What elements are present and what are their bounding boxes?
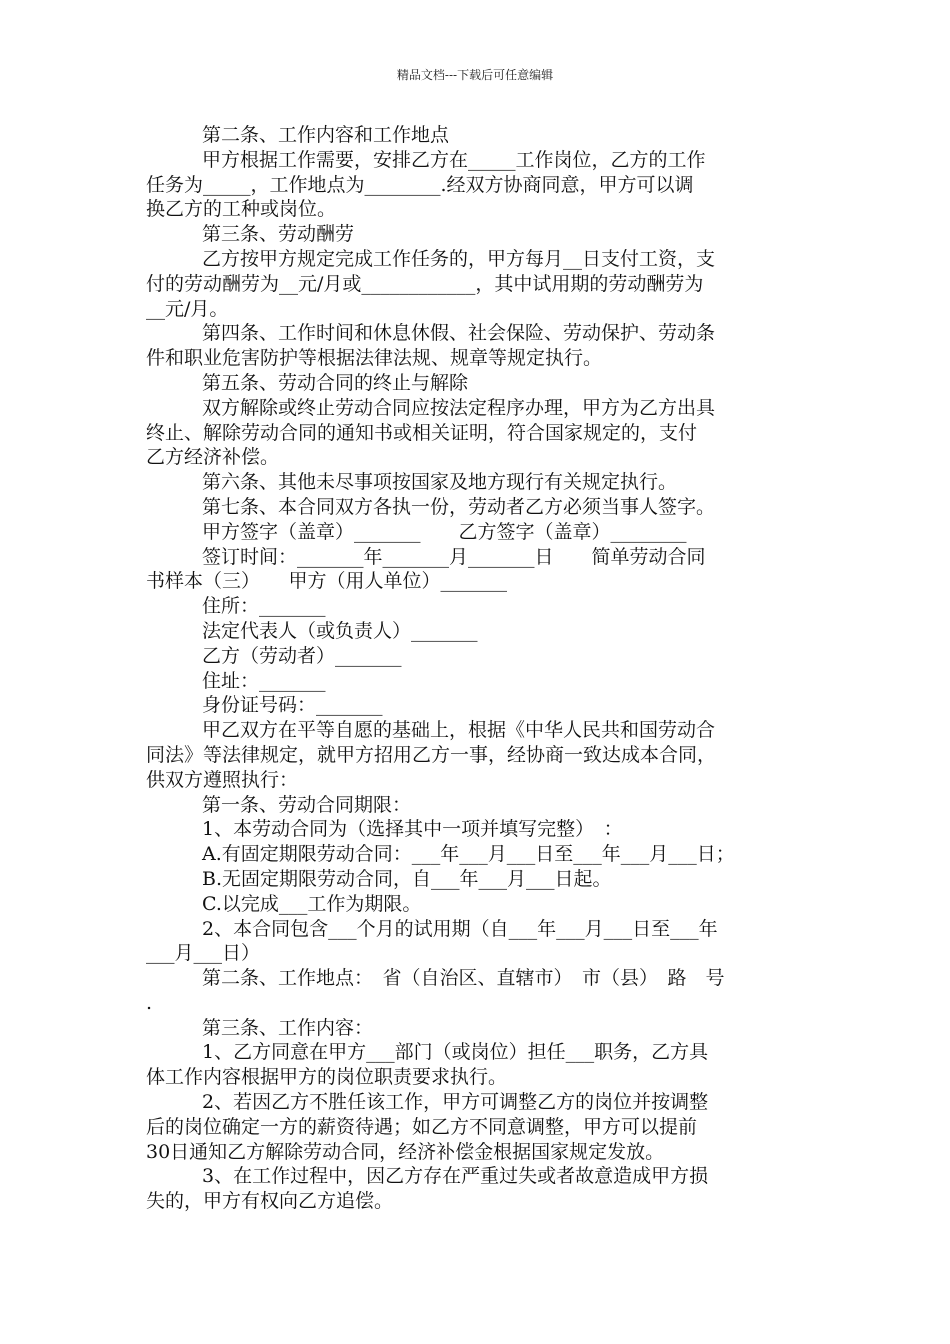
text-line: 后的岗位确定一方的薪资待遇；如乙方不同意调整，甲方可以提前 <box>146 1115 698 1138</box>
text-line: 第一条、劳动合同期限： <box>202 793 412 816</box>
text-line: 第三条、工作内容： <box>202 1016 374 1039</box>
text-line: C.以完成___工作为期限。 <box>202 892 422 915</box>
text-line: 乙方经济补偿。 <box>146 446 280 469</box>
text-line: 供双方遵照执行： <box>146 768 299 791</box>
page-header: 精品文档---下载后可任意编辑 <box>396 68 554 82</box>
text-line: 失的，甲方有权向乙方追偿。 <box>146 1190 394 1213</box>
text-line: 任务为_____，工作地点为________.经双方协商同意，甲方可以调 <box>146 173 694 196</box>
text-line: 第三条、劳动酬劳 <box>202 223 355 246</box>
text-line: 第二条、工作地点： 省（自治区、直辖市） 市（县） 路 号 <box>202 967 725 990</box>
text-line: 体工作内容根据甲方的岗位职责要求执行。 <box>146 1066 508 1089</box>
text-line: 甲方根据工作需要，安排乙方在_____工作岗位，乙方的工作 <box>202 148 706 171</box>
text-line: 第七条、本合同双方各执一份，劳动者乙方必须当事人签字。 <box>202 495 716 518</box>
text-line: A.有固定期限劳动合同：___年___月___日至___年___月___日； <box>202 843 735 866</box>
text-line: 付的劳动酬劳为__元/月或____________，其中试用期的劳动酬劳为 <box>146 272 704 295</box>
text-line: 30日通知乙方解除劳动合同，经济补偿金根据国家规定发放。 <box>146 1140 665 1163</box>
text-line: 乙方（劳动者）_______ <box>202 644 402 667</box>
text-line: 1、乙方同意在甲方___部门（或岗位）担任___职务，乙方具 <box>202 1041 709 1064</box>
text-line: 甲方签字（盖章）_______ 乙方签字（盖章）________ <box>202 520 687 543</box>
text-line: 书样本（三） 甲方（用人单位）_______ <box>146 570 508 593</box>
text-line: 3、在工作过程中，因乙方存在严重过失或者故意造成甲方损 <box>202 1165 709 1188</box>
text-line: 签订时间：_______年_______月_______日 简单劳动合同 <box>202 545 706 568</box>
text-line: 第六条、其他未尽事项按国家及地方现行有关规定执行。 <box>202 471 678 494</box>
text-line: 同法》等法律规定，就甲方招用乙方一事，经协商一致达成本合同， <box>146 743 717 766</box>
text-line: 换乙方的工种或岗位。 <box>146 198 337 221</box>
text-line: 第二条、工作内容和工作地点 <box>202 124 450 146</box>
text-line: ___月___日） <box>146 942 261 965</box>
text-line: 2、本合同包含___个月的试用期（自___年___月___日至___年 <box>202 917 718 940</box>
text-line: . <box>146 991 153 1014</box>
text-line: 法定代表人（或负责人）_______ <box>202 619 478 642</box>
document-body <box>146 123 816 1214</box>
text-line: 甲乙双方在平等自愿的基础上，根据《中华人民共和国劳动合 <box>202 719 716 742</box>
text-line: 1、本劳动合同为（选择其中一项并填写完整） ： <box>202 818 623 841</box>
text-line: B.无固定期限劳动合同，自___年___月___日起。 <box>202 867 612 890</box>
text-line: 住址：_______ <box>202 669 326 692</box>
text-line: 第四条、工作时间和休息休假、社会保险、劳动保护、劳动条 <box>202 322 716 345</box>
text-line: 2、若因乙方不胜任该工作，甲方可调整乙方的岗位并按调整 <box>202 1091 709 1114</box>
text-line: 乙方按甲方规定完成工作任务的，甲方每月__日支付工资，支 <box>202 247 716 270</box>
text-line: 身份证号码：_______ <box>202 694 383 717</box>
text-line: 住所：_______ <box>202 595 326 618</box>
text-line: 第五条、劳动合同的终止与解除 <box>202 371 469 394</box>
text-line: __元/月。 <box>146 297 229 320</box>
text-line: 双方解除或终止劳动合同应按法定程序办理，甲方为乙方出具 <box>202 396 716 419</box>
text-line: 终止、解除劳动合同的通知书或相关证明，符合国家规定的，支付 <box>146 421 698 444</box>
text-line: 件和职业危害防护等根据法律法规、规章等规定执行。 <box>146 347 603 370</box>
